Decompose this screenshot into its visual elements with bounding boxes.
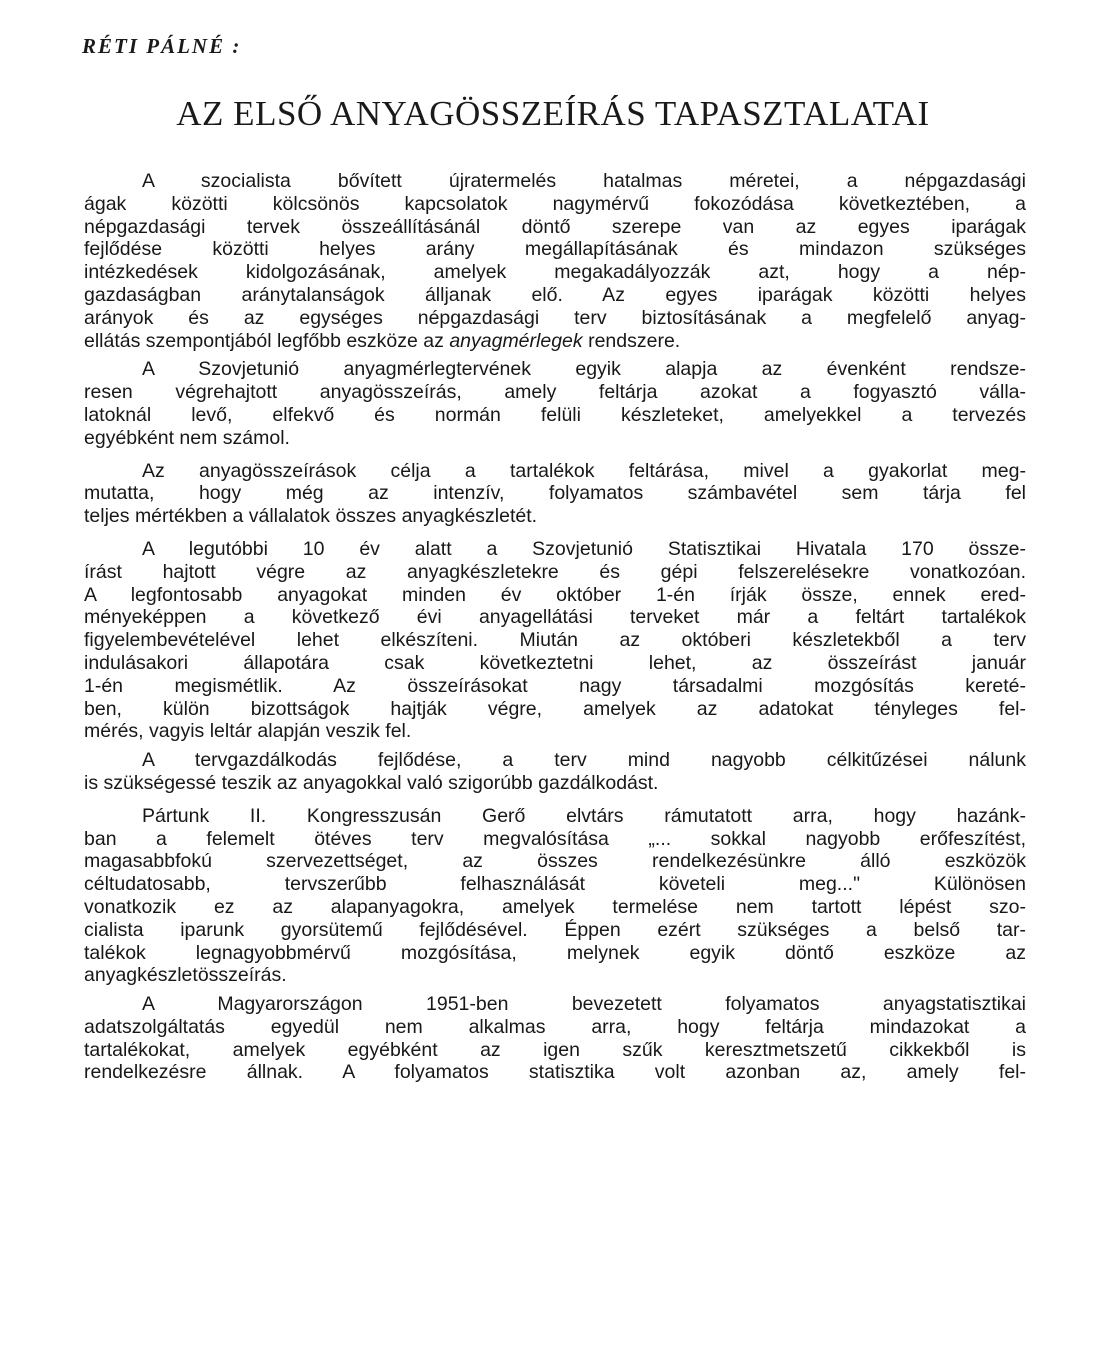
text-line: arányok és az egységes népgazdasági terv biztosításának a megfelelő anyag- xyxy=(84,306,1026,329)
text-line: mutatta, hogy még az intenzív, folyamatos számbavétel sem tárja fel xyxy=(84,482,1026,505)
text-line: magasabbfokú szervezettséget, az összes rendelkezésünkre álló eszközök xyxy=(84,850,1026,873)
text-line: vonatkozik ez az alapanyagokra, amelyek termelése nem tartott lépést szo- xyxy=(84,895,1026,918)
paragraph-7 xyxy=(84,993,1026,1084)
text-line xyxy=(84,330,1026,353)
text-line: adatszolgáltatás egyedül nem alkalmas arra, hogy feltárja mindazokat a xyxy=(84,1015,1026,1038)
text-line: népgazdasági tervek összeállításánál döntő szerepe van az egyes iparágak xyxy=(84,215,1026,238)
text-line: Az anyagösszeírások célja a tartalékok feltárása, mivel a gyakorlat meg- xyxy=(142,459,1026,482)
text-line: talékok legnagyobbmérvű mozgósítása, melynek egyik döntő eszköze az xyxy=(84,941,1026,964)
text-line: 1-én megismétlik. Az összeírásokat nagy társadalmi mozgósítás kereté- xyxy=(84,674,1026,697)
text-line: ban a felemelt ötéves terv megvalósítása „... sokkal nagyobb erőfeszítést, xyxy=(84,827,1026,850)
author-byline: RÉTI PÁLNÉ : xyxy=(82,34,242,58)
text-line: cialista iparunk gyorsütemű fejlődésével. Éppen ezért szükséges a belső tar- xyxy=(84,918,1026,941)
text-line: anyagkészletösszeírás. xyxy=(84,964,287,987)
paragraph-3 xyxy=(84,460,1026,528)
text-line: A Szovjetunió anyagmérlegtervének egyik alapja az évenként rendsze- xyxy=(142,358,1026,381)
text-line: A szocialista bővített újratermelés hatalmas méretei, a népgazdasági xyxy=(142,170,1026,192)
text-line: tartalékokat, amelyek egyébként az igen szűk keresztmetszetű cikkekből is xyxy=(84,1038,1026,1061)
text-line: A legutóbbi 10 év alatt a Szovjetunió Statisztikai Hivatala 170 össze- xyxy=(142,537,1026,560)
article-body xyxy=(84,170,1026,1090)
text-line: indulásakori állapotára csak következtetni lehet, az összeírást január xyxy=(84,651,1026,674)
emphasized-term: anyagmérlegek xyxy=(449,329,583,352)
paragraph-2 xyxy=(84,358,1026,449)
text-line: rendelkezésre állnak. A folyamatos statisztika volt azonban az, amely fel- xyxy=(84,1061,1026,1084)
text-line: gazdaságban aránytalanságok álljanak elő. Az egyes iparágak közötti helyes xyxy=(84,283,1026,306)
text-line: is szükségessé teszik az anyagokkal való szigorúbb gazdálkodást. xyxy=(84,771,659,794)
text-line: egyébként nem számol. xyxy=(84,426,290,449)
text-line: fejlődése közötti helyes arány megállapításának és mindazon szükséges xyxy=(84,238,1026,261)
text-segment: rendszere. xyxy=(582,329,681,352)
text-line: figyelembevételével lehet elkészíteni. Miután az októberi készletekből a terv xyxy=(84,629,1026,652)
text-line: Pártunk II. Kongresszusán Gerő elvtárs rámutatott arra, hogy hazánk- xyxy=(142,804,1026,827)
text-line: írást hajtott végre az anyagkészletekre és gépi felszerelésekre vonatkozóan. xyxy=(84,560,1026,583)
text-line: A tervgazdálkodás fejlődése, a terv mind nagyobb célkitűzései nálunk xyxy=(142,749,1026,772)
text-line: ményeképpen a következő évi anyagellátási terveket már a feltárt tartalékok xyxy=(84,606,1026,629)
text-line: latoknál levő, elfekvő és normán felüli készleteket, amelyekkel a tervezés xyxy=(84,403,1026,426)
text-line: ágak közötti kölcsönös kapcsolatok nagymérvű fokozódása következtében, a xyxy=(84,192,1026,215)
paragraph-6 xyxy=(84,805,1026,987)
paragraph-1 xyxy=(84,170,1026,352)
text-line: A legfontosabb anyagokat minden év október 1-én írják össze, ennek ered- xyxy=(84,583,1026,606)
paragraph-4 xyxy=(84,538,1026,743)
text-line: A Magyarországon 1951-ben bevezetett folyamatos anyagstatisztikai xyxy=(142,993,1026,1016)
text-line: mérés, vagyis leltár alapján veszik fel. xyxy=(84,720,412,743)
text-line: ben, külön bizottságok hajtják végre, amelyek az adatokat tényleges fel- xyxy=(84,697,1026,720)
text-line: intézkedések kidolgozásának, amelyek megakadályozzák azt, hogy a nép- xyxy=(84,261,1026,284)
paragraph-5 xyxy=(84,749,1026,795)
text-line: resen végrehajtott anyagösszeírás, amely feltárja azokat a fogyasztó válla- xyxy=(84,381,1026,404)
article-title: AZ ELSŐ ANYAGÖSSZEÍRÁS TAPASZTALATAI xyxy=(176,94,930,133)
text-line: teljes mértékben a vállalatok összes anyagkészletét. xyxy=(84,505,538,528)
text-line: céltudatosabb, tervszerűbb felhasználását követeli meg..." Különösen xyxy=(84,873,1026,896)
text-segment: ellátás szempontjából legfőbb eszköze az xyxy=(84,329,450,352)
